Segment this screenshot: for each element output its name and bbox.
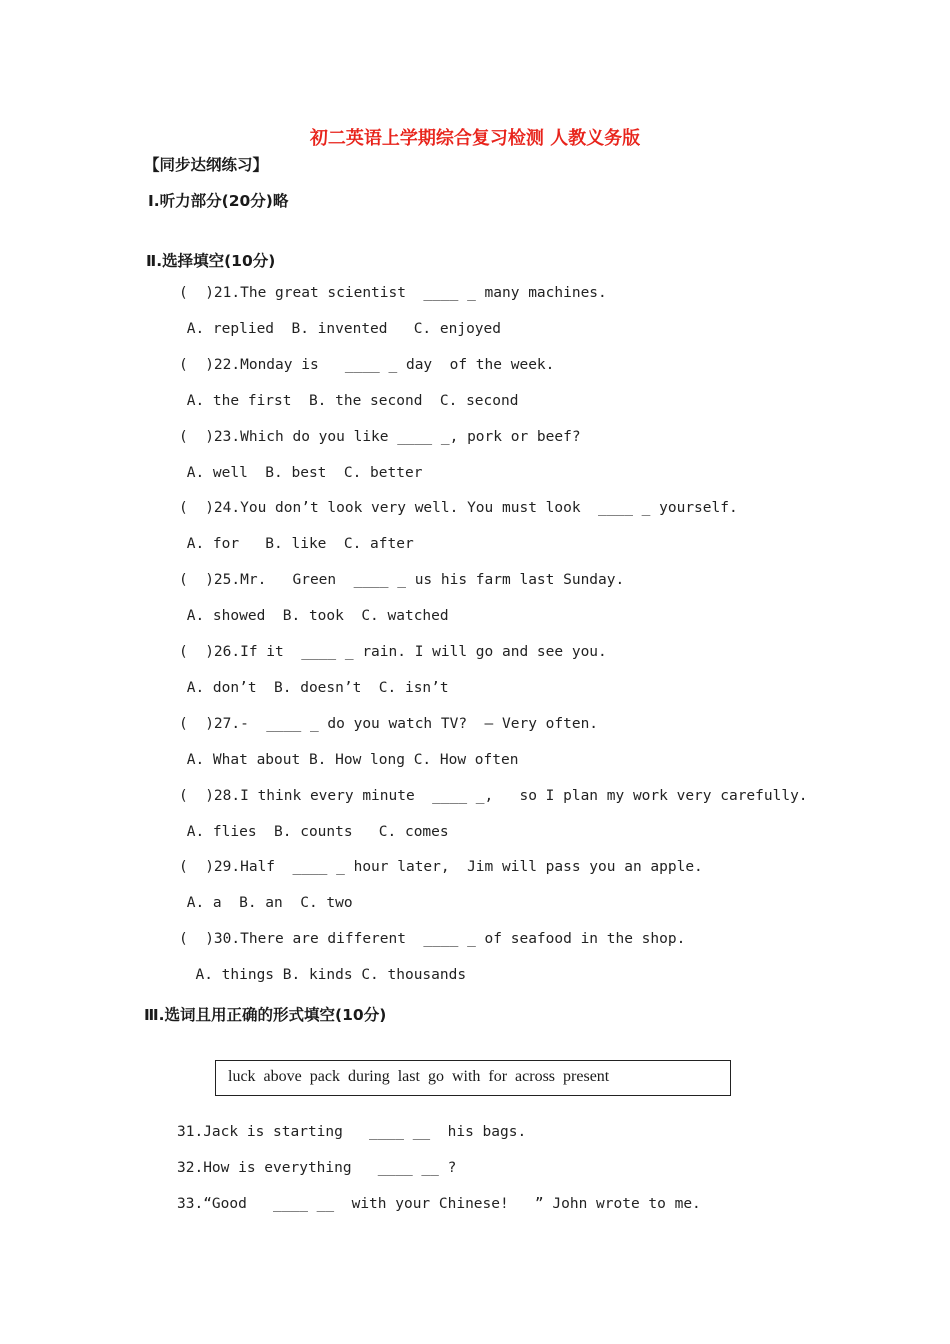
answer-options: A. don’t B. doesn’t C. isn’t	[178, 680, 449, 696]
answer-options: A. What about B. How long C. How often	[178, 751, 519, 768]
sync-practice-heading: 【同步达纲练习】	[144, 156, 269, 174]
word-bank-text: luck above pack during last go with for across present	[228, 1068, 610, 1085]
section-fill-in-heading: Ⅲ.选词且用正确的形式填空(10分)	[144, 1006, 387, 1024]
answer-options: A. showed B. took C. watched	[178, 608, 449, 625]
question-line: ( )25.Mr. Green ____ _ us his farm last Sunday.	[179, 572, 625, 589]
fill-in-item: 32.How is everything ____ __ ?	[177, 1160, 457, 1176]
word-bank-box	[215, 1060, 731, 1096]
question-line: ( )26.If it ____ _ rain. I will go and see you.	[179, 644, 607, 660]
question-line: ( )27.- ____ _ do you watch TV? – Very often.	[179, 715, 599, 732]
question-line: ( )22.Monday is ____ _ day of the week.	[179, 356, 555, 373]
answer-options: A. flies B. counts C. comes	[178, 823, 449, 840]
fill-in-item: 31.Jack is starting ____ __ his bags.	[177, 1124, 527, 1140]
question-line: ( )29.Half ____ _ hour later, Jim will pass you an apple.	[179, 859, 703, 876]
question-line: ( )23.Which do you like ____ _, pork or beef?	[179, 428, 581, 445]
answer-options: A. well B. best C. better	[178, 464, 423, 481]
question-line: ( )30.There are different ____ _ of seafood in the shop.	[179, 931, 686, 948]
answer-options: A. replied B. invented C. enjoyed	[178, 321, 502, 337]
question-line: ( )24.You don’t look very well. You must look ____ _ yourself.	[179, 500, 738, 517]
question-line: ( )28.I think every minute ____ _, so I plan my work very carefully.	[179, 787, 808, 804]
question-line: ( )21.The great scientist ____ _ many machines.	[179, 285, 607, 301]
answer-options: A. a B. an C. two	[178, 895, 353, 912]
section-multiple-choice-heading: Ⅱ.选择填空(10分)	[146, 252, 276, 270]
answer-options: A. for B. like C. after	[178, 536, 414, 553]
section-listening-heading: Ⅰ.听力部分(20分)略	[148, 192, 289, 210]
document-title: 初二英语上学期综合复习检测 人教义务版	[309, 128, 641, 149]
fill-in-item: 33.“Good ____ __ with your Chinese! ” John wrote to me.	[177, 1196, 701, 1212]
answer-options: A. the first B. the second C. second	[178, 392, 519, 409]
answer-options: A. things B. kinds C. thousands	[178, 967, 467, 984]
